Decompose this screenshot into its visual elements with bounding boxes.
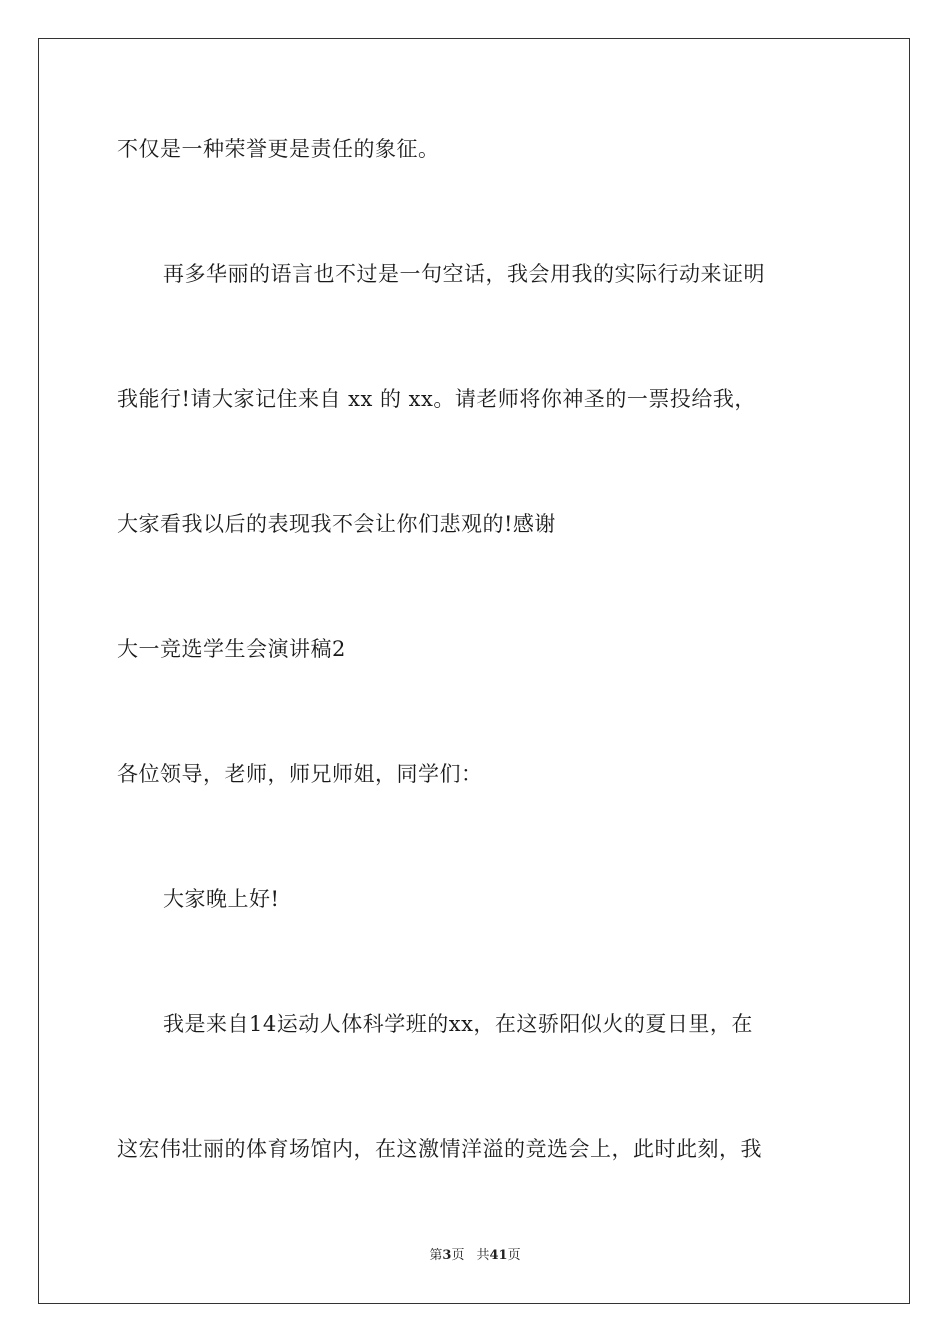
footer-total-pages: 41 — [489, 1248, 508, 1263]
footer-page-suffix: 页 — [451, 1248, 465, 1263]
paragraph-line: 我能行!请大家记住来自 xx 的 xx。请老师将你神圣的一票投给我， — [117, 387, 756, 411]
paragraph-line: 再多华丽的语言也不过是一句空话，我会用我的实际行动来证明 — [163, 262, 765, 286]
footer-total-suffix: 页 — [507, 1248, 521, 1263]
section-title: 大一竞选学生会演讲稿2 — [117, 637, 346, 661]
salutation-line: 各位领导，老师，师兄师姐，同学们： — [117, 762, 483, 786]
footer-page-number: 3 — [442, 1248, 452, 1263]
page-border — [38, 38, 910, 1304]
greeting-line: 大家晚上好! — [163, 887, 280, 911]
paragraph-line: 不仅是一种荣誉更是责任的象征。 — [117, 137, 440, 161]
footer-total-prefix: 共 — [476, 1248, 490, 1263]
paragraph-line: 大家看我以后的表现我不会让你们悲观的!感谢 — [117, 512, 556, 536]
page-footer — [0, 1247, 950, 1265]
paragraph-line: 我是来自14运动人体科学班的xx，在这骄阳似火的夏日里，在 — [163, 1012, 753, 1036]
paragraph-line: 这宏伟壮丽的体育场馆内，在这激情洋溢的竞选会上，此时此刻，我 — [117, 1137, 762, 1161]
footer-page-prefix: 第 — [429, 1248, 443, 1263]
